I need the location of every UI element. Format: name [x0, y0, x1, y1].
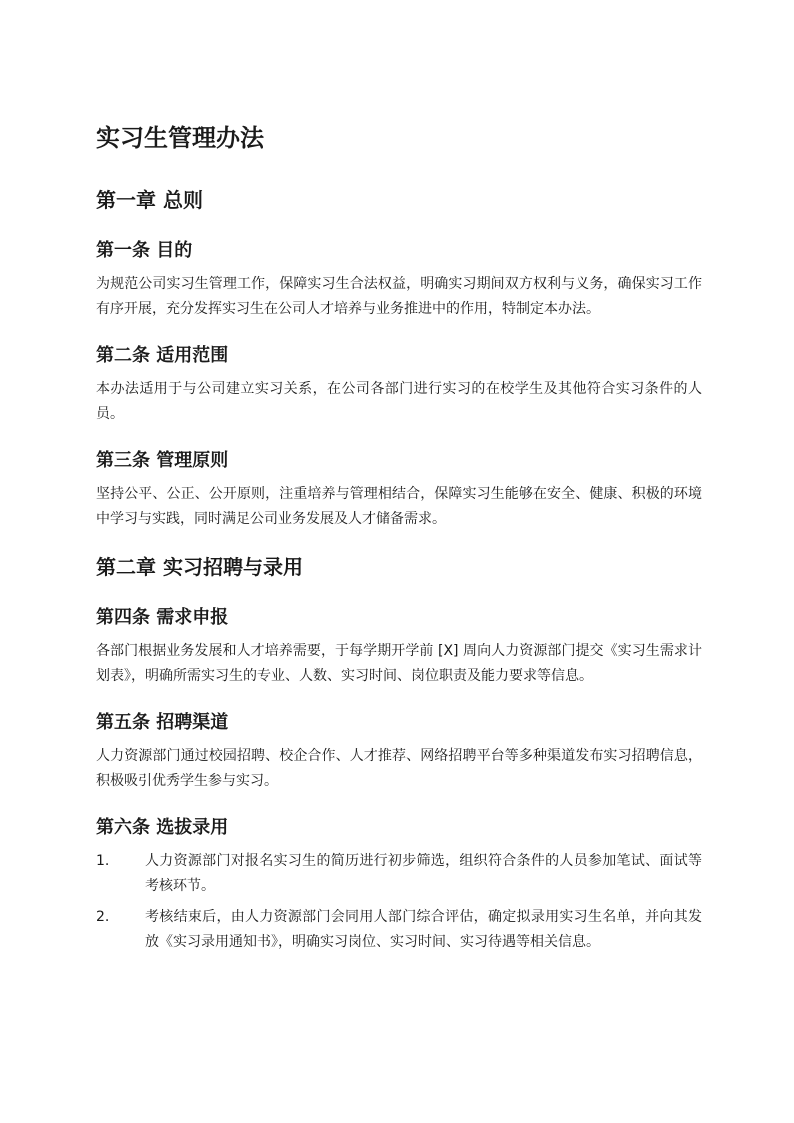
article-2-heading: 第二条 适用范围 [96, 345, 229, 366]
article-6-list [96, 849, 702, 955]
article-1-text: 为规范公司实习生管理工作，保障实习生合法权益，明确实习期间双方权利与义务，确保实习工作有序开展，充分发挥实习生在公司人才培养与业务推进中的作用，特制定本办法。 [96, 276, 702, 317]
list-item-text: 考核结束后，由人力资源部门会同用人部门综合评估，确定拟录用实习生名单，并向其发放《实习录用通知书》，明确实习岗位、实习时间、实习待遇等相关信息。 [145, 909, 702, 950]
document-page [96, 118, 702, 961]
chapter-1-heading: 第一章 总则 [96, 188, 203, 212]
article-5-text: 人力资源部门通过校园招聘、校企合作、人才推荐、网络招聘平台等多种渠道发布实习招聘信息，积极吸引优秀学生参与实习。 [96, 748, 702, 789]
article-4-heading: 第四条 需求申报 [96, 607, 229, 628]
chapter-2-heading: 第二章 实习招聘与录用 [96, 555, 303, 579]
list-item [96, 849, 702, 899]
document-title: 实习生管理办法 [96, 124, 264, 152]
article-4-text: 各部门根据业务发展和人才培养需要，于每学期开学前 [X] 周向人力资源部门提交《实习生需求计划表》，明确所需实习生的专业、人数、实习时间、岗位职责及能力要求等信息。 [96, 643, 702, 684]
list-item-number: 1. [96, 853, 110, 869]
article-1-heading: 第一条 目的 [96, 240, 193, 261]
article-2-text: 本办法适用于与公司建立实习关系，在公司各部门进行实习的在校学生及其他符合实习条件的人员。 [96, 381, 702, 422]
article-3-heading: 第三条 管理原则 [96, 450, 229, 471]
article-5-heading: 第五条 招聘渠道 [96, 712, 229, 733]
list-item-number: 2. [96, 909, 110, 925]
article-6-heading: 第六条 选拔录用 [96, 817, 229, 838]
list-item [96, 905, 702, 955]
article-3-text: 坚持公平、公正、公开原则，注重培养与管理相结合，保障实习生能够在安全、健康、积极的环境中学习与实践，同时满足公司业务发展及人才储备需求。 [96, 486, 702, 527]
list-item-text: 人力资源部门对报名实习生的简历进行初步筛选，组织符合条件的人员参加笔试、面试等考核环节。 [145, 853, 702, 894]
